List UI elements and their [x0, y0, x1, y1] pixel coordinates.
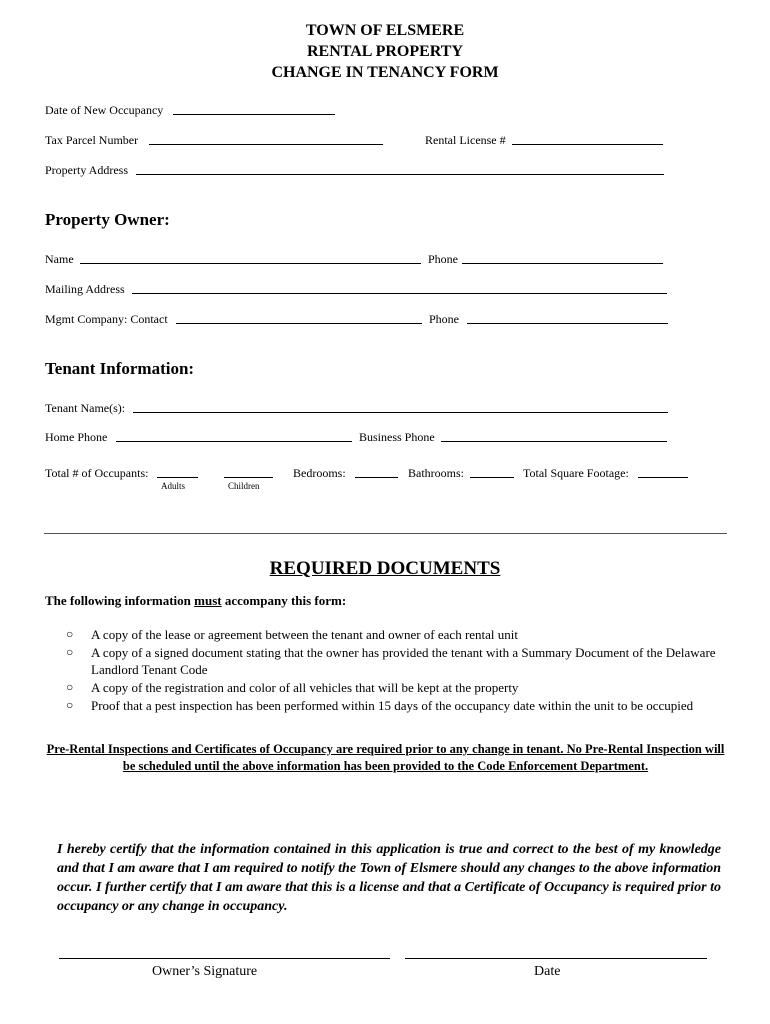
bullet-circle-icon: ○: [66, 627, 74, 641]
mgmt-company-label: Mgmt Company: Contact: [45, 312, 168, 326]
certification-statement: I hereby certify that the information contained in this application is true and correct to the best of my knowledge and that I am aware that I am required to notify the Town of Elsmere should any changes to the above information occur. I further certify that I am aware that this is a license and that a Certificate of Occupancy is required prior to occupancy or any change in occupancy.: [57, 842, 721, 914]
business-phone-field[interactable]: [441, 441, 667, 442]
list-item-text: Proof that a pest inspection has been performed within 15 days of the occupancy date within the unit to be occupied: [91, 698, 694, 713]
home-phone-field[interactable]: [116, 441, 352, 442]
form-title-line-2: RENTAL PROPERTY: [306, 43, 464, 60]
property-address-label: Property Address: [45, 163, 128, 177]
form-title-line-1: TOWN OF ELSMERE: [305, 22, 465, 39]
mailing-address-label: Mailing Address: [45, 282, 125, 296]
owner-signature-label: Owner’s Signature: [152, 964, 258, 979]
list-item: [66, 626, 716, 643]
required-intro: [45, 593, 346, 609]
required-documents-heading: REQUIRED DOCUMENTS: [269, 558, 501, 579]
home-phone-label: Home Phone: [45, 430, 108, 444]
signature-date-field[interactable]: [405, 958, 707, 959]
rental-license-label: Rental License #: [425, 133, 506, 147]
owner-phone-field[interactable]: [462, 263, 663, 264]
adults-label: Adults: [161, 481, 186, 491]
property-owner-heading: Property Owner:: [45, 210, 170, 229]
list-item: [66, 644, 716, 678]
owner-name-field[interactable]: [80, 263, 421, 264]
bathrooms-label: Bathrooms:: [408, 466, 464, 480]
intro-must: must: [194, 593, 222, 608]
pre-rental-notice: Pre-Rental Inspections and Certificates of Occupancy are required prior to any change in tenant. No Pre-Rental Inspection will be scheduled until the above information has been provided to the Code Enforcement Department.: [46, 742, 725, 773]
square-footage-label: Total Square Footage:: [523, 466, 629, 480]
bedrooms-label: Bedrooms:: [293, 466, 346, 480]
business-phone-label: Business Phone: [359, 430, 435, 444]
list-item-text: A copy of the registration and color of all vehicles that will be kept at the property: [91, 680, 519, 695]
section-divider: [44, 533, 727, 534]
occupants-label: Total # of Occupants:: [45, 466, 149, 480]
bedrooms-field[interactable]: [355, 477, 398, 478]
date-of-occupancy-field[interactable]: [173, 114, 335, 115]
owner-name-label: Name: [45, 252, 74, 266]
owner-signature-field[interactable]: [59, 958, 390, 959]
bullet-circle-icon: ○: [66, 680, 74, 694]
mgmt-phone-field[interactable]: [467, 323, 668, 324]
property-address-field[interactable]: [136, 174, 664, 175]
required-documents-list: [66, 626, 716, 715]
bullet-circle-icon: ○: [66, 698, 74, 712]
list-item-text: A copy of a signed document stating that the owner has provided the tenant with a Summary Document of the Delaware Landlord Tenant Code: [91, 645, 716, 677]
square-footage-field[interactable]: [638, 477, 688, 478]
adults-field[interactable]: [157, 477, 198, 478]
rental-license-field[interactable]: [512, 144, 663, 145]
tenant-information-heading: Tenant Information:: [45, 359, 195, 378]
tax-parcel-label: Tax Parcel Number: [45, 133, 139, 147]
mailing-address-field[interactable]: [132, 293, 667, 294]
form-title-line-3: CHANGE IN TENANCY FORM: [271, 64, 499, 81]
list-item: [66, 679, 716, 696]
mgmt-company-field[interactable]: [176, 323, 422, 324]
list-item: [66, 697, 716, 714]
mgmt-phone-label: Phone: [429, 312, 459, 326]
tenant-names-label: Tenant Name(s):: [45, 401, 126, 415]
list-item-text: A copy of the lease or agreement between the tenant and owner of each rental unit: [91, 627, 519, 642]
date-of-occupancy-label: Date of New Occupancy: [45, 103, 164, 117]
bathrooms-field[interactable]: [470, 477, 514, 478]
owner-phone-label: Phone: [428, 252, 458, 266]
tax-parcel-field[interactable]: [149, 144, 383, 145]
children-label: Children: [228, 481, 260, 491]
bullet-circle-icon: ○: [66, 645, 74, 659]
intro-text-end: accompany this form:: [221, 593, 347, 608]
signature-date-label: Date: [534, 964, 561, 979]
tenant-names-field[interactable]: [133, 412, 668, 413]
intro-text-start: The following information: [45, 593, 195, 608]
children-field[interactable]: [224, 477, 273, 478]
